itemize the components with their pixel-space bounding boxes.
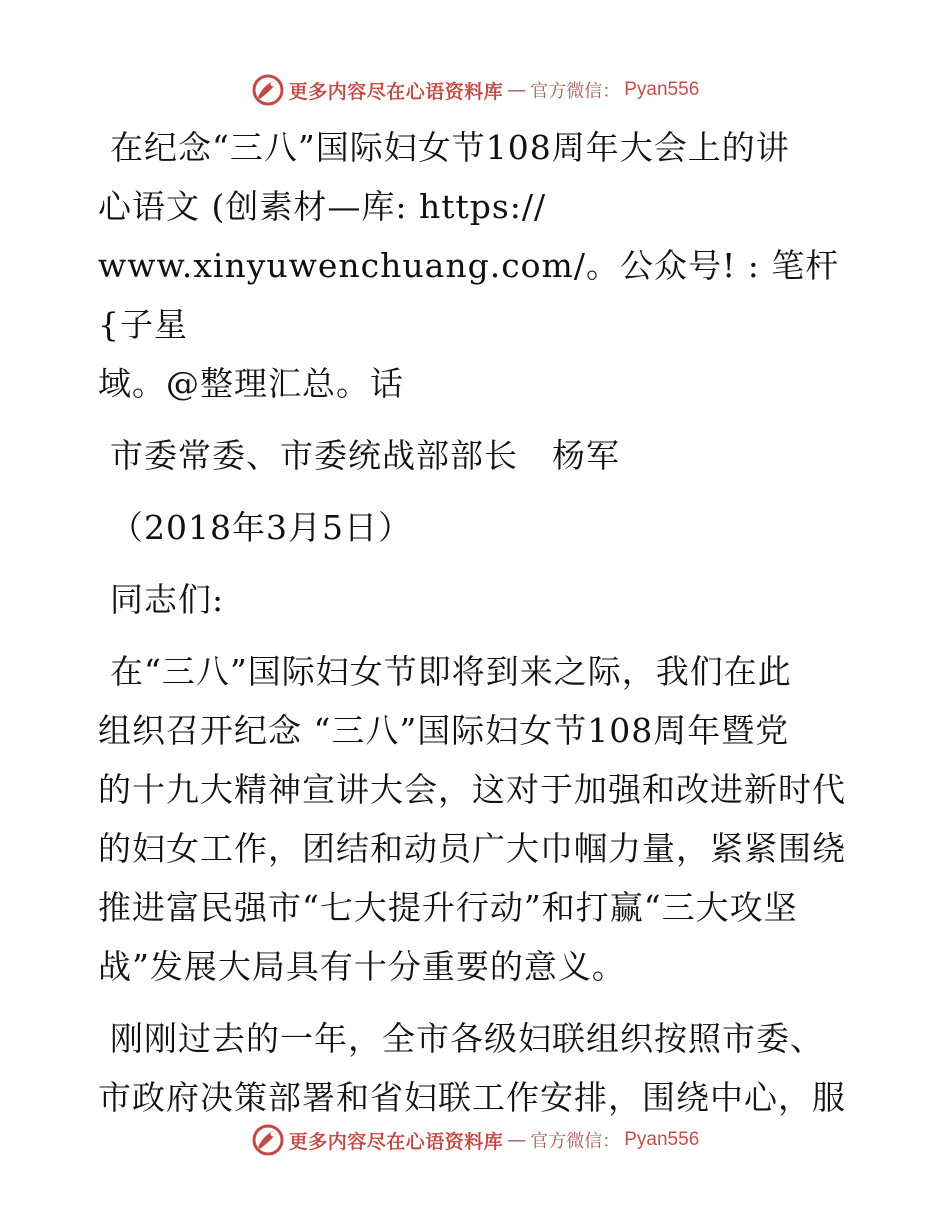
title-line: 心语文 (创素材—库: https://	[98, 187, 547, 226]
pen-nib-circle-icon	[251, 73, 285, 107]
paragraph-line: 战”发展大局具有十分重要的意义。	[98, 947, 626, 986]
pen-nib-circle-icon	[251, 1123, 285, 1157]
document-body	[98, 118, 858, 1127]
site-name: 更多内容尽在心语资料库	[288, 1130, 504, 1153]
title-line: 域。@整理汇总。话	[98, 364, 404, 403]
title-line: www.xinyuwenchuang.com/。公众号! : 笔杆{子星	[98, 246, 840, 344]
site-name: 更多内容尽在心语资料库	[288, 80, 504, 103]
wechat-label: 官方微信：	[530, 81, 621, 102]
paragraph-line: 的十九大精神宣讲大会，这对于加强和改进新时代	[98, 770, 846, 809]
footer-banner	[0, 1120, 950, 1160]
greeting: 同志们:	[110, 580, 225, 619]
paragraph-line: 刚刚过去的一年，全市各级妇联组织按照市委、	[110, 1019, 824, 1058]
paragraph-line: 的妇女工作，团结和动员广大巾帼力量，紧紧围绕	[98, 829, 846, 868]
paragraph-line: 在“三八”国际妇女节即将到来之际，我们在此	[110, 652, 792, 691]
banner-separator: —	[507, 79, 527, 101]
header-banner	[0, 70, 950, 110]
paragraph-line: 组织召开纪念 “三八”国际妇女节108周年暨党	[98, 711, 790, 750]
speaker-line: 市委常委、市委统战部部长 杨军	[110, 436, 620, 475]
wechat-id: Pyan556	[624, 1129, 700, 1150]
paragraph-line: 市政府决策部署和省妇联工作安排，围绕中心，服	[98, 1078, 846, 1117]
date-line: （2018年3月5日）	[110, 508, 412, 547]
wechat-id: Pyan556	[624, 79, 700, 100]
wechat-label: 官方微信：	[530, 1131, 621, 1152]
paragraph-line: 推进富民强市“七大提升行动”和打赢“三大攻坚	[98, 888, 798, 927]
title-line: 在纪念“三八”国际妇女节108周年大会上的讲	[110, 128, 790, 167]
banner-separator: —	[507, 1129, 527, 1151]
